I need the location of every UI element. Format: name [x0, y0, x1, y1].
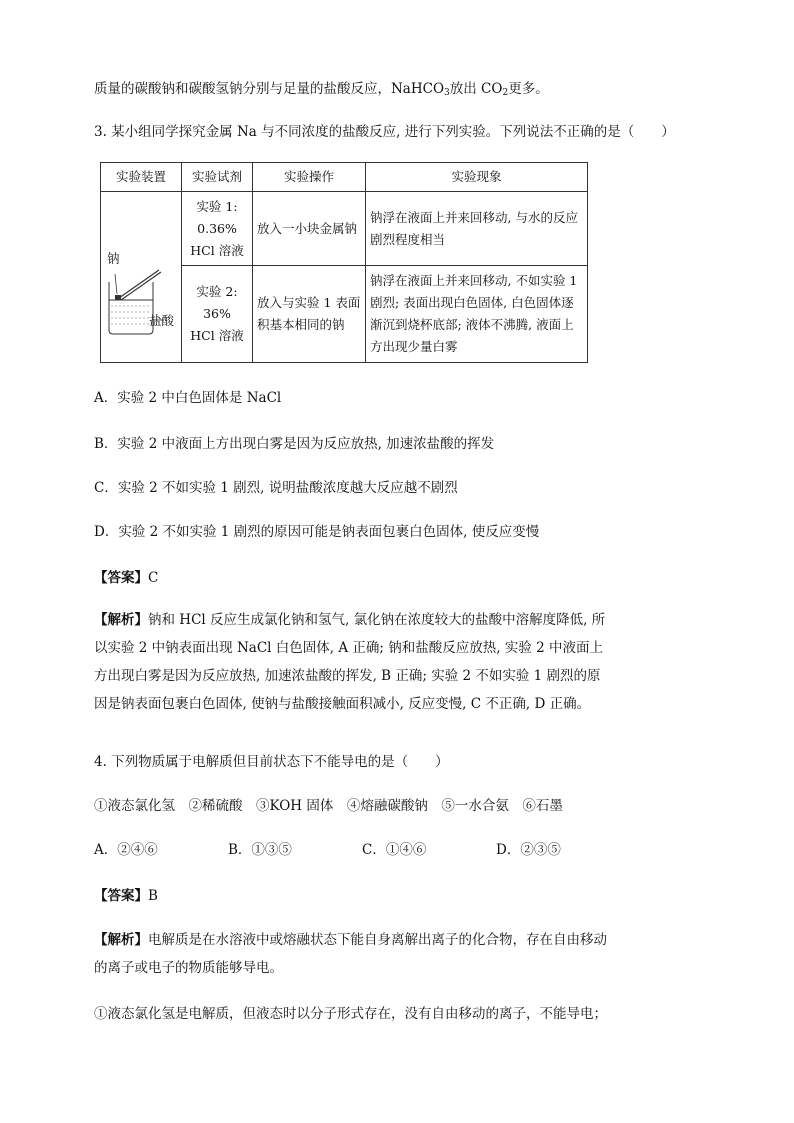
sodium-label: 钠: [107, 251, 120, 266]
q3-stem: 3. 某小组同学探究金属 Na 与不同浓度的盐酸反应, 进行下列实验。下列说法不正确的是（ ）: [94, 124, 675, 140]
reagent-1-line3: HCl 溶液: [190, 242, 244, 258]
q4-option-b: B．①③⑤: [228, 842, 292, 858]
q4-point1: ①液态氯化氢是电解质，但液态时以分子形式存在，没有自由移动的离子，不能导电；: [94, 1006, 607, 1022]
q3-answer: [94, 568, 158, 588]
answer-label: 【答案】: [94, 888, 148, 904]
phenomenon-cell-1: 钠浮在液面上并来回移动, 与水的反应剧烈程度相当: [366, 192, 588, 266]
experiment-table: [100, 162, 588, 363]
q3-option-c: C．实验 2 不如实验 1 剧烈, 说明盐酸浓度越大反应越不剧烈: [94, 480, 458, 496]
acid-label: 盐酸: [149, 313, 175, 328]
reagent-cell-2: [182, 266, 253, 363]
intro-sub: 3: [444, 88, 450, 98]
q4-analysis: [94, 926, 614, 982]
answer-label: 【答案】: [94, 570, 148, 586]
intro-sub2: 2: [502, 88, 509, 98]
analysis-text: 电解质是在水溶液中或熔融状态下能自身离解出离子的化合物，存在自由移动的离子或电子的物质能够导电。: [94, 932, 607, 976]
apparatus-drawing: [101, 192, 181, 362]
q3-option-a: A．实验 2 中白色固体是 NaCl: [94, 390, 282, 406]
table-row: [101, 192, 588, 266]
header-apparatus: 实验装置: [101, 163, 182, 192]
q4-option-c: C．①④⑥: [362, 842, 427, 858]
q4-option-d: D．②③⑤: [496, 842, 561, 858]
q4-stem: 4. 下列物质属于电解质但目前状态下不能导电的是（ ）: [94, 754, 449, 770]
analysis-label: 【解析】: [94, 932, 148, 948]
reagent-cell-1: [182, 192, 253, 266]
q4-option-a: A．②④⑥: [94, 842, 158, 858]
reagent-2-line3: HCl 溶液: [190, 328, 244, 343]
operation-cell-1: 放入一小块金属钠: [253, 192, 366, 266]
beaker-diagram: [101, 192, 181, 362]
q4-answer: [94, 886, 158, 906]
reagent-2-line1: 实验 2:: [196, 284, 238, 299]
q3-option-d: D．实验 2 不如实验 1 剧烈的原因可能是钠表面包裹白色固体, 使反应变慢: [94, 524, 540, 540]
operation-cell-2: 放入与实验 1 表面积基本相同的钠: [253, 266, 366, 363]
intro-mid: 放出 CO: [449, 81, 503, 97]
answer-value: B: [148, 888, 158, 904]
reagent-2-line2: 36%: [203, 306, 231, 321]
apparatus-cell: [101, 192, 182, 363]
q3-option-b: B．实验 2 中液面上方出现白雾是因为反应放热, 加速浓盐酸的挥发: [94, 436, 495, 452]
q4-items: ①液态氯化氢 ②稀硫酸 ③KOH 固体 ④熔融碳酸钠 ⑤一水合氨 ⑥石墨: [94, 798, 563, 814]
answer-value: C: [148, 570, 159, 586]
table-header-row: [101, 163, 588, 192]
reagent-1-line2: 0.36%: [197, 220, 237, 236]
header-operation: 实验操作: [253, 163, 366, 192]
reagent-1-line1: 实验 1:: [196, 198, 238, 214]
q3-analysis: [94, 606, 614, 718]
header-phenomenon: 实验现象: [366, 163, 588, 192]
header-reagent: 实验试剂: [182, 163, 253, 192]
intro-suffix: 更多。: [508, 81, 549, 97]
analysis-text: 钠和 HCl 反应生成氯化钠和氢气, 氯化钠在浓度较大的盐酸中溶解度降低, 所以实验 2 中钠表面出现 NaCl 白色固体, A 正确; 钠和盐酸反应放热, 实验 2 中液面上方出现白雾是因为反应放热, 加速浓盐酸的挥发, B 正确; 实验 2 不如实验 1 剧烈的原因是钠表面包裹白色固体, 使钠与盐酸接触面积减小, 反应变慢, C 不正确, D 正确。: [94, 612, 606, 712]
analysis-label: 【解析】: [94, 612, 148, 628]
intro-line: [94, 79, 549, 103]
intro-prefix: 质量的碳酸钠和碳酸氢钠分别与足量的盐酸反应，NaHCO: [94, 81, 445, 97]
phenomenon-cell-2: 钠浮在液面上并来回移动, 不如实验 1 剧烈; 表面出现白色固体, 白色固体逐渐沉到烧杯底部; 液体不沸腾, 液面上方出现少量白雾: [366, 266, 588, 363]
